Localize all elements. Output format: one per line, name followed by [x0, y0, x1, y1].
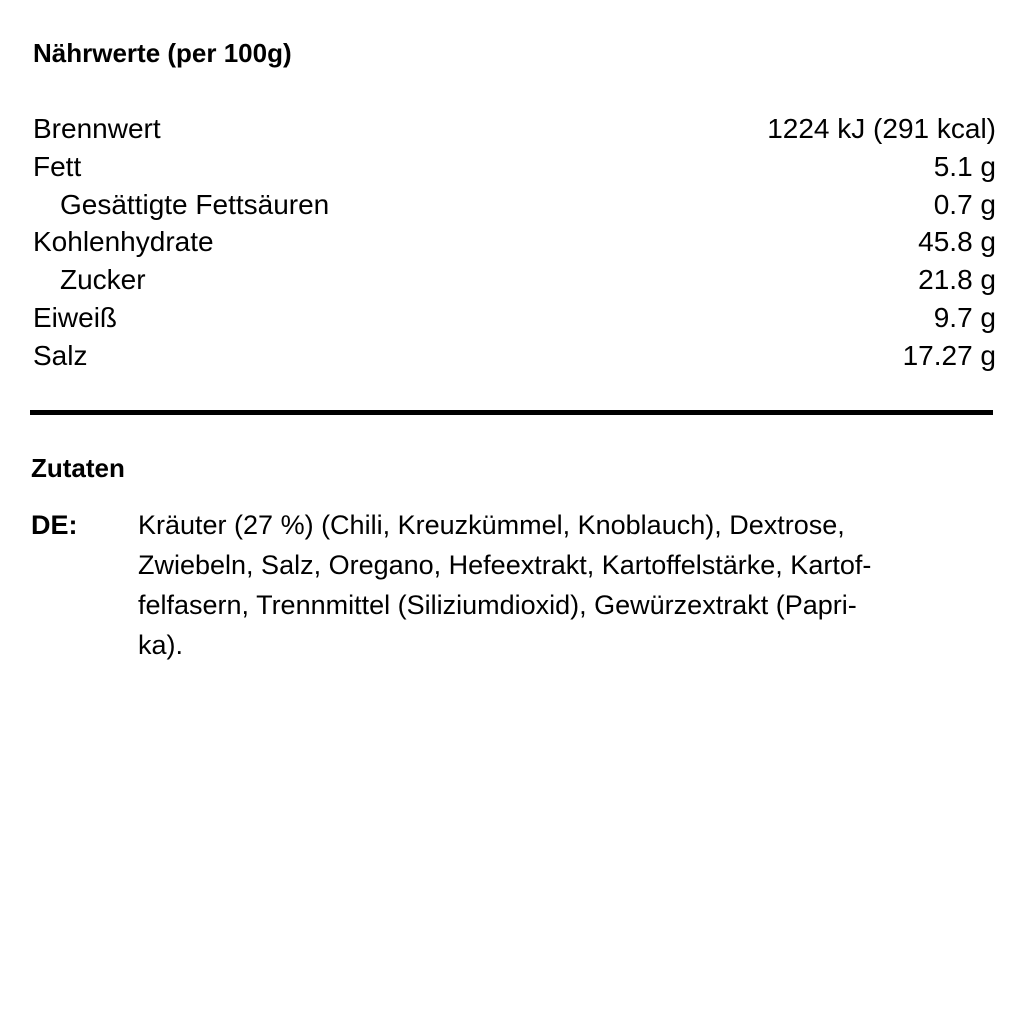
nutrient-label: Zucker: [60, 264, 146, 296]
nutrition-row-salt: [33, 338, 996, 376]
nutrient-label: Fett: [33, 150, 82, 182]
nutrient-label: Kohlenhydrate: [33, 226, 214, 258]
nutrient-label: Salz: [33, 339, 88, 371]
nutrition-row-protein: [33, 300, 996, 338]
nutrient-value: 17.27 g: [902, 339, 996, 371]
nutrition-row-saturated-fat: [33, 187, 996, 225]
nutrient-value: 0.7 g: [933, 188, 996, 220]
nutrition-title: Nährwerte (per 100g): [33, 38, 292, 68]
language-code: DE:: [31, 510, 78, 540]
nutrition-row-sugar: [33, 262, 996, 300]
ingredients-line: Kräuter (27 %) (Chili, Kreuzkümmel, Knoblauch), Dextrose,: [138, 510, 845, 540]
ingredients-line: ka).: [138, 630, 184, 660]
nutrition-row-carbohydrates: [33, 224, 996, 262]
ingredients-text: [138, 505, 996, 665]
ingredients-line: felfasern, Trennmittel (Siliziumdioxid), Gewürzextrakt (Papri-: [138, 590, 857, 620]
nutrient-value: 45.8 g: [918, 226, 996, 258]
nutrition-table: [33, 111, 996, 376]
nutrient-value: 1224 kJ (291 kcal): [767, 113, 996, 144]
nutrition-row-energy: [33, 111, 996, 149]
ingredients-block: [31, 505, 996, 665]
nutrient-label: Brennwert: [33, 113, 161, 144]
nutrient-label: Gesättigte Fettsäuren: [60, 188, 330, 220]
nutrition-row-fat: [33, 149, 996, 187]
nutrient-value: 21.8 g: [918, 264, 996, 296]
nutrient-label: Eiweiß: [33, 301, 118, 333]
nutrient-value: 5.1 g: [933, 150, 996, 182]
section-divider: [30, 410, 993, 415]
ingredients-title: Zutaten: [31, 453, 125, 483]
ingredients-line: Zwiebeln, Salz, Oregano, Hefeextrakt, Kartoffelstärke, Kartof-: [138, 550, 872, 580]
nutrient-value: 9.7 g: [933, 301, 996, 333]
